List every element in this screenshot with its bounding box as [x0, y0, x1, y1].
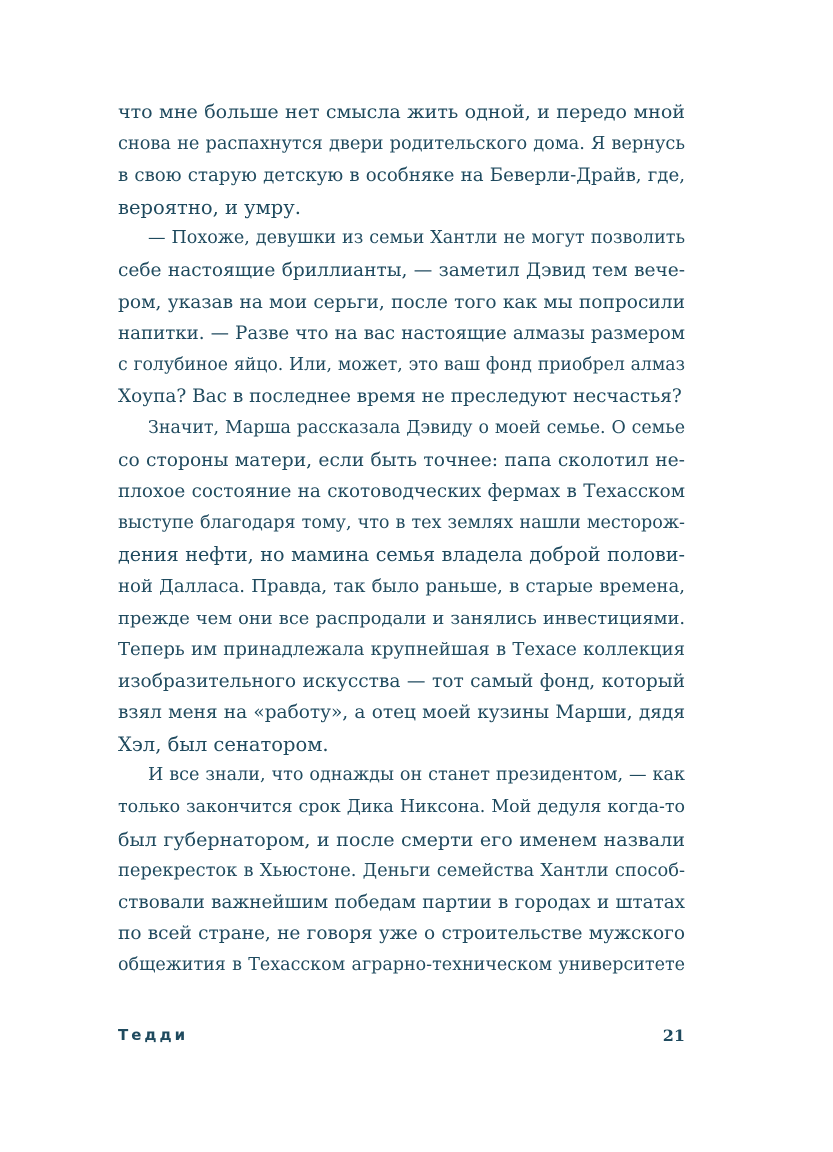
text-line: вероятно, и умру.: [118, 195, 301, 219]
text-line: себе настоящие бриллианты, — заметил Дэвид тем вече-: [118, 259, 685, 281]
page-number: 21: [662, 1026, 685, 1045]
text-line: выступе благодаря тому, что в тех землях нашли месторож-: [118, 512, 685, 533]
text-line: со стороны матери, если быть точнее: папа сколотил не-: [118, 449, 685, 471]
text-line: ной Далласа. Правда, так было раньше, в старые времена,: [118, 575, 685, 597]
text-line: ствовали важнейшим победам партии в городах и штатах: [118, 891, 685, 913]
text-line: что мне больше нет смысла жить одной, и передо мной: [118, 101, 685, 123]
text-line: только закончится срок Дика Никсона. Мой дедуля когда-то: [118, 797, 685, 818]
running-head: Тедди: [118, 1026, 189, 1044]
text-line: прежде чем они все распродали и занялись инвестициями.: [118, 607, 685, 629]
text-line: Значит, Марша рассказала Дэвиду о моей семье. О семье: [148, 417, 685, 438]
text-line: изобразительного искусства — тот самый фонд, который: [118, 670, 685, 692]
text-line: с голубиное яйцо. Или, может, это ваш фонд приобрел алмаз: [118, 354, 685, 375]
text-line: дения нефти, но мамина семья владела доброй полови-: [118, 543, 685, 567]
text-line: Теперь им принадлежала крупнейшая в Техасе коллекция: [118, 639, 685, 661]
body-text: [118, 97, 685, 982]
text-line: Хэл, был сенатором.: [118, 732, 329, 756]
text-line: в свою старую детскую в особняке на Беверли-Драйв, где,: [118, 165, 685, 187]
text-line: взял меня на «работу», а отец моей кузины Марши, дядя: [118, 702, 685, 724]
text-line: Хоупа? Вас в последнее время не преследуют несчастья?: [118, 386, 682, 408]
text-line: общежития в Техасском аграрно-техническом университете: [118, 955, 685, 976]
text-line: — Похоже, девушки из семьи Хантли не могут позволить: [148, 228, 685, 249]
text-line: напитки. — Разве что на вас настоящие алмазы размером: [118, 323, 685, 345]
text-line: по всей стране, не говоря уже о строительстве мужского: [118, 923, 685, 945]
text-line: был губернатором, и после смерти его именем назвали: [118, 827, 685, 851]
text-line: перекресток в Хьюстоне. Деньги семейства Хантли способ-: [118, 860, 685, 882]
page-footer: [118, 1026, 685, 1052]
text-line: ром, указав на мои серьги, после того как мы попросили: [118, 291, 685, 313]
text-line: плохое состояние на скотоводческих фермах в Техасском: [118, 481, 685, 503]
text-line: И все знали, что однажды он станет президентом, — как: [148, 765, 685, 786]
text-line: снова не распахнутся двери родительского дома. Я вернусь: [118, 133, 685, 154]
